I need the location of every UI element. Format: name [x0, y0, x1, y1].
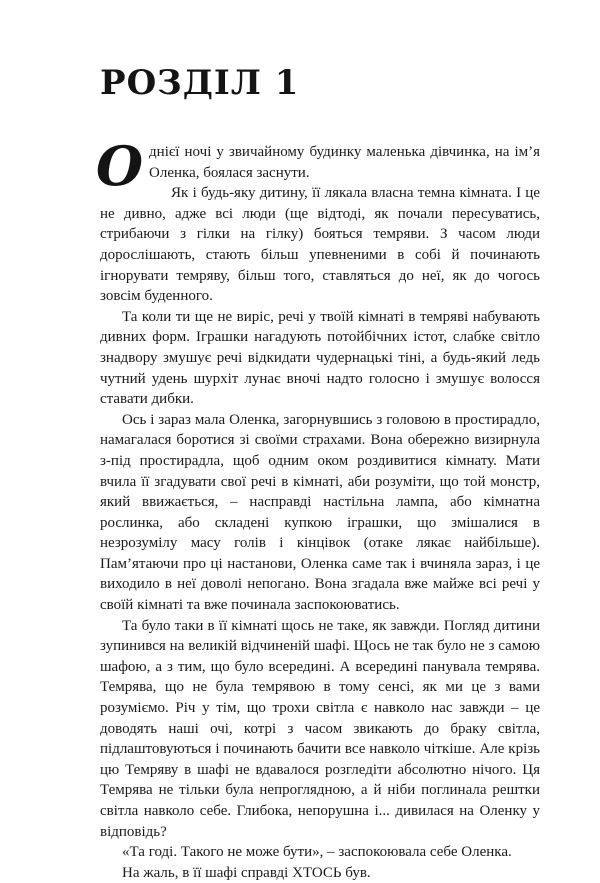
paragraph-3: Та коли ти ще не виріс, речі у твоїй кімнаті в темряві набувають дивних форм. Іграшки нагадують потойбічних істот, слабке світло знадвору змушує речі відкидати чудернацькі тіні, а будь-який ледь чутний удень шурхіт лунає вночі надто голосно і змушує волосся ставати дибки. — [100, 308, 540, 408]
drop-cap-letter: О — [96, 134, 144, 198]
paragraph-1-text: днієї ночі у звичайному будинку маленька дівчинка, на ім’я Оленка, боялася заснути. — [149, 144, 540, 181]
paragraph-4: Ось і зараз мала Оленка, загорнувшись з головою в простирадло, намагалася боротися зі своїми страхами. Вона обережно визирнула з-під простирадла, щоб одним оком роздивитися кімнату. Мати вчила її згадувати свої речі в кімнаті, аби розуміти, що той монстр, який ввижається, – насправді настільна лампа, або кімнатна рослинка, або складені купкою іграшки, що змішалися в незрозумілу масу голів і кінцівок (отаке лякає найбільше). Пам’ятаючи про ці настанови, Оленка саме так і вчиняла зараз, і це виходило в неї доволі непогано. Вона згадала вже майже всі речі у своїй кімнаті та вже починала заспокоюватись. — [100, 411, 540, 614]
paragraph-7: На жаль, в її шафі справді ХТОСЬ був. — [122, 864, 371, 881]
paragraph-2: Як і будь-яку дитину, її лякала власна темна кімната. І це не дивно, адже всі люди (ще відтоді, як почали пересуватись, стрибаючи з гілки на гілку) бояться темряви. З часом люди дорослішають, стають більш упевненими в собі й починають ігнорувати темряву, більш того, ставляться до неї, як до чогось зовсім буденного. — [100, 185, 540, 305]
chapter-body — [96, 134, 540, 883]
chapter-title: РОЗДІЛ 1 — [100, 63, 300, 103]
paragraph-5: Та було таки в її кімнаті щось не таке, як завжди. Погляд дитини зупинився на великій відчиненій шафі. Щось не так було не з самою шафою, а з тим, що було всередині. А всередині панувала темрява. Темрява, що не була темрявою в тому сенсі, як ми це з вами розуміємо. Річ у тім, що трохи світла є навколо нас завжди – це доводять наші очі, котрі з часом звикають до браку світла, підлаштовуються і починають бачити все навколо чіткіше. Але крізь цю Темряву в шафі не вдавалося розгледіти абсолютно нічого. Ця Темрява не тільки була непроглядною, а й ніби поглинала рештки світла навколо себе. Глибока, непорушна і... дивилася на Оленку у відповідь? — [100, 617, 540, 840]
paragraph-1 — [96, 134, 540, 198]
paragraph-6: «Та годі. Такого не може бути», – заспокоювала себе Оленка. — [122, 844, 512, 861]
